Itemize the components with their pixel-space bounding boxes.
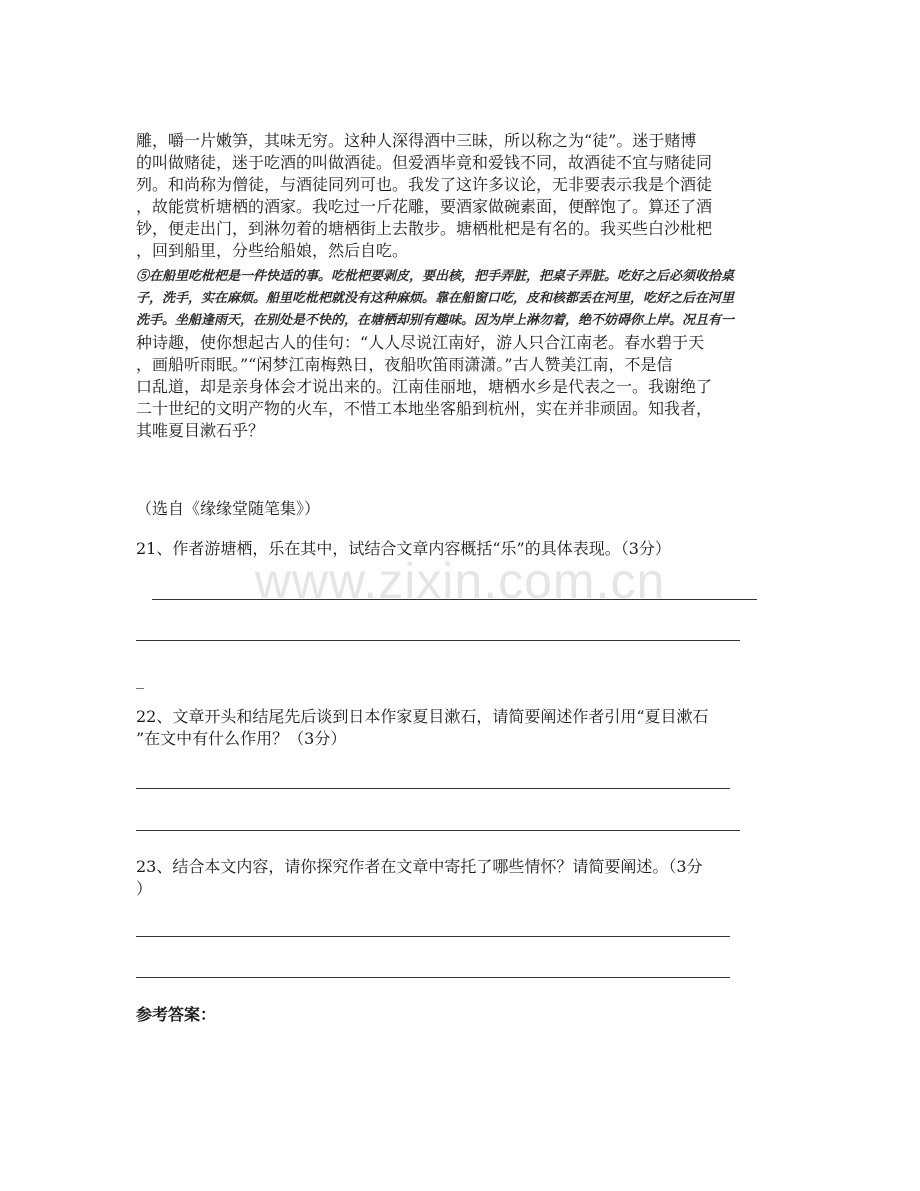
answer-line[interactable] <box>136 977 730 978</box>
text-line: 二十世纪的文明产物的火车，不惜工本地坐客船到杭州，实在并非顽固。知我者， <box>136 399 713 418</box>
text-line: 子，洗手，实在麻烦。船里吃枇杷就没有这种麻烦。靠在船窗口吃，皮和核都丢在河里，吃好之后在河里 <box>136 291 735 306</box>
answer-line-stub: _ <box>136 670 144 689</box>
question-21 <box>136 538 796 560</box>
text-line: 的叫做赌徒，迷于吃酒的叫做酒徒。但爱酒毕竟和爱钱不同，故酒徒不宜与赌徒同 <box>136 153 713 172</box>
text-line: ⑤在船里吃枇杷是一件快适的事。吃枇杷要剥皮，要出核，把手弄脏，把桌子弄脏。吃好之后必须收拾桌 <box>136 269 735 284</box>
question-text: ”在文中有什么作用？（3分） <box>136 729 347 748</box>
answer-line[interactable] <box>152 599 757 600</box>
paragraph-4 <box>136 130 786 262</box>
text-line: 列。和尚称为僧徒，与酒徒同列可也。我发了这许多议论，无非要表示我是个酒徒 <box>136 175 713 194</box>
text-line: ，故能赏析塘栖的酒家。我吃过一斤花雕，要酒家做碗素面，便醉饱了。算还了酒 <box>136 197 713 216</box>
text-line: ，画船听雨眠。”“闲梦江南梅熟日，夜船吹笛雨潇潇。”古人赞美江南，不是信 <box>136 355 673 374</box>
text-line: 其唯夏目漱石乎？ <box>136 421 265 440</box>
text-line: 洗手。坐船逢雨天，在别处是不快的，在塘栖却别有趣味。因为岸上淋勿着，绝不妨碍你上岸。况且有一 <box>136 313 735 328</box>
question-22 <box>136 706 796 750</box>
paragraph-5 <box>136 332 786 442</box>
text-line: 钞，便走出门，到淋勿着的塘栖街上去散步。塘栖枇杷是有名的。我买些白沙枇杷 <box>136 219 713 238</box>
question-text: 23、结合本文内容，请你探究作者在文章中寄托了哪些情怀？请简要阐述。（3分 <box>136 857 703 876</box>
answer-line[interactable] <box>136 936 730 937</box>
paragraph-5-handwritten <box>136 266 786 332</box>
text-line: ，回到船里，分些给船娘，然后自吃。 <box>136 241 409 260</box>
question-23 <box>136 856 796 900</box>
answer-line[interactable] <box>136 830 740 831</box>
source-citation: （选自《缘缘堂随笔集》） <box>136 499 321 518</box>
question-text: ） <box>136 879 153 898</box>
watermark: www.zixin.com.cn <box>254 553 666 609</box>
text-line: 雕，嚼一片嫩笋，其味无穷。这种人深得酒中三昧，所以称之为“徒”。迷于赌博 <box>136 131 697 150</box>
text-line: 口乱道，却是亲身体会才说出来的。江南佳丽地，塘栖水乡是代表之一。我谢绝了 <box>136 377 713 396</box>
question-text: 22、文章开头和结尾先后谈到日本作家夏目漱石，请简要阐述作者引用“夏目漱石 <box>136 707 709 726</box>
question-text: 21、作者游塘栖，乐在其中，试结合文章内容概括“乐”的具体表现。（3分） <box>136 539 671 558</box>
answer-line[interactable] <box>136 640 740 641</box>
text-line: 种诗趣，使你想起古人的佳句：“人人尽说江南好，游人只合江南老。春水碧于天 <box>136 333 705 352</box>
answer-line[interactable] <box>136 788 730 789</box>
answer-heading: 参考答案： <box>136 1005 217 1024</box>
